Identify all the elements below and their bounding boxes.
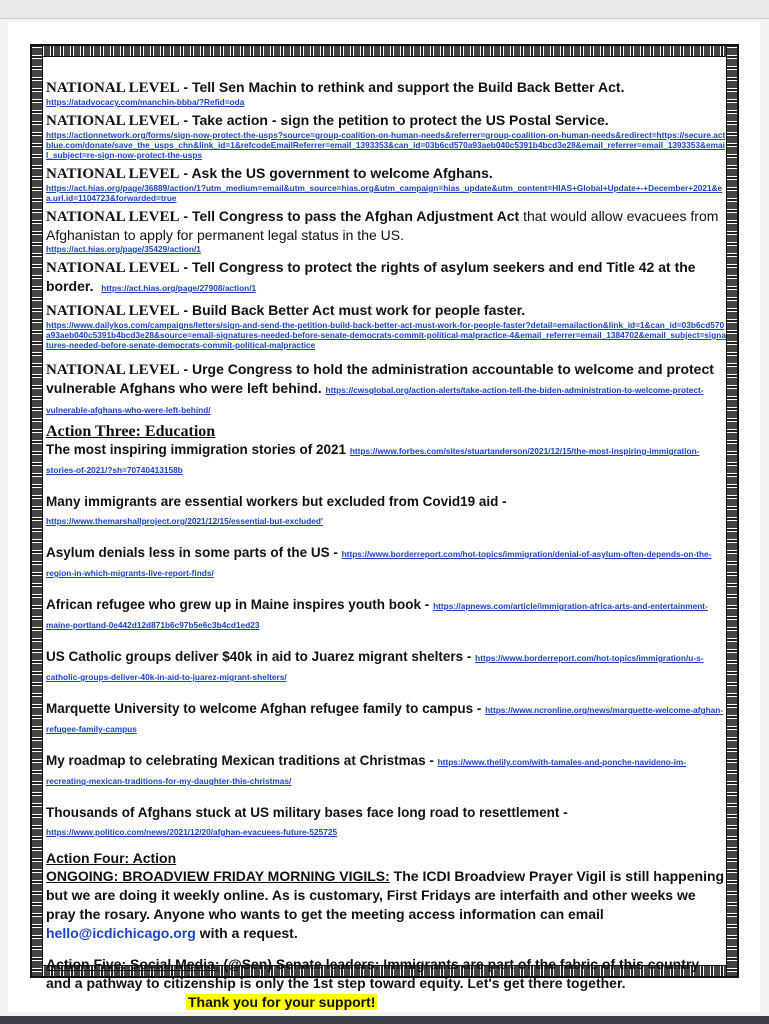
level-label: NATIONAL LEVEL bbox=[46, 260, 180, 276]
border-band-top bbox=[32, 46, 737, 57]
edu-item-5 bbox=[46, 648, 727, 686]
item-title: - Tell Congress to protect the rights of asylum seekers and end Title 42 at the border. bbox=[46, 259, 696, 294]
level-label: NATIONAL LEVEL bbox=[46, 113, 180, 129]
item-title: Many immigrants are essential workers but excluded from Covid19 aid - bbox=[46, 494, 507, 509]
separator: - bbox=[473, 701, 486, 716]
national-item-3 bbox=[46, 164, 727, 203]
section-heading-action: Action Four: Action bbox=[46, 850, 177, 866]
level-label: NATIONAL LEVEL bbox=[46, 166, 180, 182]
vigil-text: The ICDI Broadview Prayer Vigil is still happening but we are doing it weekly online. As is customary, First Fridays are interfaith and other weeks we pray the rosary. Anyone who wants to get the meeting access information can email bbox=[46, 868, 725, 922]
item-title: The most inspiring immigration stories of 2021 bbox=[46, 442, 347, 457]
national-item-1 bbox=[46, 78, 727, 107]
article-link[interactable]: https://apnews.com/article/immigration-africa-arts-and-entertainment-maine-portland-0e442d12d871b6c97b5e6c3b4cd1ed23 bbox=[46, 601, 708, 630]
national-item-5 bbox=[46, 258, 727, 297]
article-link[interactable]: https://www.themarshallproject.org/2021/12/15/essential-but-excluded' bbox=[46, 516, 323, 526]
action-link[interactable]: https://actionnetwork.org/forms/sign-now-protect-the-usps?source=group-coalition-on-human-needs&referrer=group-coalition-on-human-needs&redirect=https://secure.actblue.com/donate/save_the_usps_chn&link_id=1&refcodeEmailReferrer=email_1393353&can_id=03b6cd570a93aeb040c5391b4bcd3e28&email_referrer=email_1393353&email_subject=re-sign-now-protect-the-usps bbox=[46, 130, 726, 160]
item-title: - Tell Sen Machin to rethink and support the Build Back Better Act. bbox=[179, 79, 625, 95]
edu-item-8 bbox=[46, 804, 727, 841]
level-label: NATIONAL LEVEL bbox=[46, 303, 180, 319]
action-link[interactable]: https://atadvocacy.com/manchin-bbba/?Refid=oda bbox=[46, 97, 245, 107]
social-media-text: (@Sen) Senate leaders: Immigrants are part of the fabric of this country and a pathway to citizenship is only the 1st step toward equity. Let's get there together. bbox=[46, 956, 700, 991]
edu-item-3 bbox=[46, 544, 727, 582]
social-media-paragraph bbox=[46, 955, 727, 1012]
border-band-left bbox=[32, 46, 43, 976]
edu-item-4 bbox=[46, 596, 727, 634]
item-title: US Catholic groups deliver $40k in aid to Juarez migrant shelters - bbox=[46, 649, 472, 664]
action-link[interactable]: https://www.dailykos.com/campaigns/letters/sign-and-send-the-petition-build-back-better-act-must-work-for-people-faster?detail=emailaction&link_id=1&can_id=03b6cd570a93aeb040c5391b4bcd3e28&source=email-signatures-needed-before-senate-democrats-commit-political-malpractice-4&email_referrer=email_1384702&email_subject=signatures-needed-before-senate-democrats-commit-political-malpractice bbox=[46, 320, 726, 350]
edu-item-1 bbox=[46, 441, 727, 479]
newsletter-content bbox=[46, 78, 727, 1010]
separator: - bbox=[559, 805, 568, 820]
edu-item-6 bbox=[46, 700, 727, 738]
item-title: Marquette University to welcome Afghan refugee family to campus bbox=[46, 701, 474, 716]
national-item-2 bbox=[46, 111, 727, 160]
item-title: Asylum denials less in some parts of the US - bbox=[46, 545, 338, 560]
level-label: NATIONAL LEVEL bbox=[46, 209, 180, 225]
item-title: - Ask the US government to welcome Afghans. bbox=[179, 165, 493, 181]
article-link[interactable]: https://www.ncronline.org/news/marquette-welcome-afghan-refugee-family-campus bbox=[46, 705, 724, 734]
article-link[interactable]: https://www.thelily.com/with-tamales-and-ponche-navideno-im-recreating-mexican-traditions-for-my-daughter-this-christmas/ bbox=[46, 757, 687, 786]
item-title: - Tell Congress to pass the Afghan Adjustment Act bbox=[179, 208, 520, 224]
item-title: - Urge Congress to hold the administration accountable to welcome and protect vulnerable Afghans who were left behind. bbox=[46, 361, 714, 396]
level-label: NATIONAL LEVEL bbox=[46, 80, 180, 96]
viewer-top-bar bbox=[0, 0, 769, 19]
social-media-label: Action Five: Social Media: bbox=[46, 956, 220, 972]
action-link[interactable]: https://act.hias.org/page/27908/action/1 bbox=[101, 283, 257, 293]
item-title-rest: that would allow evacuees from Afghanistan to apply for permanent legal status in the US. bbox=[46, 208, 719, 243]
edu-item-7 bbox=[46, 752, 727, 790]
action-link[interactable]: https://cwsglobal.org/action-alerts/take-action-tell-the-biden-administration-to-welcome-protect-vulnerable-afghans-who-were-left-behind/ bbox=[46, 385, 704, 415]
national-item-4 bbox=[46, 207, 727, 254]
viewer-bottom-bar bbox=[0, 1016, 769, 1024]
action-link[interactable]: https://act.hias.org/page/36889/action/1?utm_medium=email&utm_source=hias.org&utm_campaign=hias_update&utm_content=HIAS+Global+Update+-+December+2021&ea.url.id=1104723&forwarded=true bbox=[46, 183, 723, 203]
item-title: Thousands of Afghans stuck at US military bases face long road to resettlement bbox=[46, 805, 560, 820]
article-link[interactable]: https://www.borderreport.com/hot-topics/immigration/denial-of-asylum-often-depends-on-the-region-in-which-migrants-live-report-finds/ bbox=[46, 549, 712, 578]
national-item-7 bbox=[46, 360, 727, 419]
vigil-paragraph bbox=[46, 867, 727, 943]
level-label: NATIONAL LEVEL bbox=[46, 362, 180, 378]
contact-email-link[interactable]: hello@icdichicago.org bbox=[46, 925, 196, 941]
article-link[interactable]: https://www.politico.com/news/2021/12/20/afghan-evacuees-future-525725 bbox=[46, 827, 338, 837]
thank-you-banner: Thank you for your support! bbox=[188, 994, 376, 1010]
item-title: - Take action - sign the petition to protect the US Postal Service. bbox=[179, 112, 609, 128]
edu-item-2 bbox=[46, 493, 727, 530]
article-link[interactable]: https://www.forbes.com/sites/stuartanderson/2021/12/15/the-most-inspiring-immigration-stories-of-2021/?sh=70740413158b bbox=[46, 446, 700, 475]
item-title: - Build Back Better Act must work for people faster. bbox=[179, 302, 526, 318]
action-link[interactable]: https://act.hias.org/page/35429/action/1 bbox=[46, 244, 201, 254]
national-item-6 bbox=[46, 301, 727, 350]
article-link[interactable]: https://www.borderreport.com/hot-topics/immigration/u-s-catholic-groups-deliver-40k-in-aid-to-juarez-migrant-shelters/ bbox=[46, 653, 704, 682]
item-title: African refugee who grew up in Maine inspires youth book - bbox=[46, 597, 430, 612]
item-title: My roadmap to celebrating Mexican traditions at Christmas - bbox=[46, 753, 434, 768]
vigil-label: ONGOING: BROADVIEW FRIDAY MORNING VIGILS: bbox=[46, 868, 390, 884]
border-band-right bbox=[726, 46, 737, 976]
section-heading-education: Action Three: Education bbox=[46, 423, 216, 440]
vigil-text-end: with a request. bbox=[195, 925, 298, 941]
